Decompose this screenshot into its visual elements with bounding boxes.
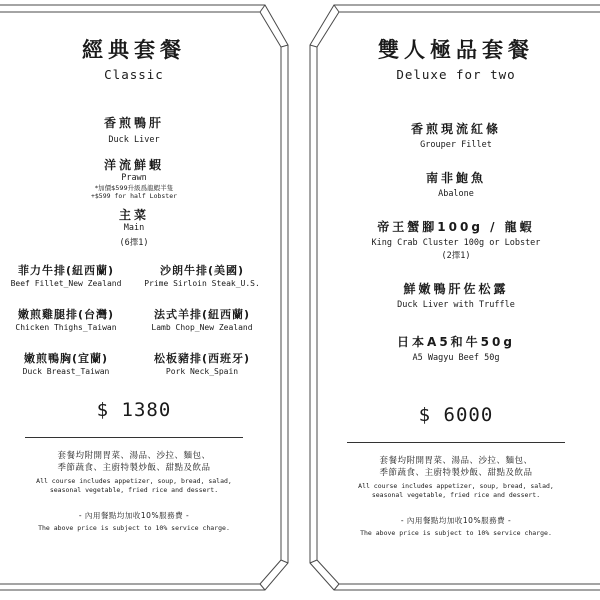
classic-main-header [0,208,268,249]
dish-name-en: Prawn [121,173,147,183]
deluxe-dish-grouper [312,122,600,151]
deluxe-includes [312,455,600,500]
main-option-en: Prime Sirloin Steak_U.S. [144,279,260,288]
includes-en-line: All course includes appetizer, soup, bread, salad, [358,482,554,490]
main-option-en: Pork Neck_Spain [165,367,239,376]
includes-zh-line: 季節蔬食、主廚特製炒飯、甜點及飲品 [379,468,533,478]
dish-name-en: Grouper Fillet [420,140,492,150]
main-option [0,263,132,289]
includes-en-line: All course includes appetizer, soup, bread, salad, [36,477,232,485]
main-option [0,307,132,333]
deluxe-dish-duck-liver [312,282,600,311]
deluxe-title-zh: 雙人極品套餐 [378,38,534,62]
dish-name-zh: 洋流鮮蝦 [103,158,164,172]
dish-name-zh: 香煎現流紅條 [410,122,501,136]
classic-service-charge [0,511,268,533]
main-option [0,351,132,377]
main-option-zh: 嫩煎雞腿排(台灣) [17,308,115,321]
main-option-en: Duck Breast_Taiwan [22,367,110,376]
dish-name-en: King Crab Cluster 100g or Lobster [371,238,541,248]
classic-dish-duck-liver [0,116,268,146]
deluxe-title-en: Deluxe for two [396,67,516,82]
upgrade-note-zh: *加價$599升級爲龍蝦半隻 [94,184,174,192]
main-option [136,263,268,289]
main-title-zh: 主菜 [118,208,149,222]
service-charge-zh: - 內用餐點均加收10%服務費 - [400,516,512,525]
main-option-zh: 菲力牛排(紐西蘭) [17,264,115,277]
deluxe-price: $ 6000 [418,404,494,426]
includes-en-line: seasonal vegetable, fried rice and dessert. [49,486,219,494]
includes-zh-line: 套餐均附開胃菜、湯品、沙拉、麵包、 [379,456,533,466]
service-charge-en: The above price is subject to 10% service charge. [38,524,230,532]
dish-name-en: Abalone [438,189,474,199]
includes-en-line: seasonal vegetable, fried rice and dessert. [371,491,541,499]
deluxe-service-charge [312,516,600,538]
dish-name-zh: 香煎鴨肝 [103,116,164,130]
classic-main-options [0,263,268,377]
dish-name-zh: 南非鮑魚 [425,171,486,185]
main-option-zh: 沙朗牛排(美國) [159,264,245,277]
deluxe-menu-card [312,0,600,538]
classic-menu-card [0,0,268,533]
deluxe-dish-wagyu [312,335,600,364]
dish-name-zh: 日本A5和牛50g [397,335,515,349]
dish-name-en: Duck Liver with Truffle [397,300,515,310]
upgrade-note-en: +$599 for half Lobster [90,192,178,200]
main-option-zh: 法式羊排(紐西蘭) [153,308,251,321]
classic-title-en: Classic [104,67,164,82]
classic-title-zh: 經典套餐 [82,38,186,62]
includes-zh-line: 季節蔬食、主廚特製炒飯、甜點及飲品 [57,463,211,473]
service-charge-en: The above price is subject to 10% service charge. [360,529,552,537]
deluxe-dish-abalone [312,171,600,200]
dish-name-en: Duck Liver [108,135,160,145]
deluxe-dish-crab-lobster [312,220,600,262]
price-divider [347,442,565,443]
classic-price: $ 1380 [96,399,172,421]
main-option-en: Chicken Thighs_Taiwan [15,323,117,332]
dish-name-en: A5 Wagyu Beef 50g [412,353,500,363]
main-option-zh: 松板豬排(西班牙) [153,352,251,365]
dish-name-zh: 帝王蟹腳100g / 龍蝦 [377,220,535,234]
dish-name-zh: 鮮嫩鴨肝佐松露 [403,282,509,296]
main-option [136,307,268,333]
main-option-en: Beef Fillet_New Zealand [10,279,122,288]
choose-note: (2擇1) [441,251,471,261]
service-charge-zh: - 內用餐點均加收10%服務費 - [78,511,190,520]
price-divider [25,437,243,438]
classic-includes [0,450,268,495]
classic-dish-prawn [0,158,268,200]
main-option-en: Lamb Chop_New Zealand [151,323,253,332]
main-option [136,351,268,377]
main-choose-note: (6擇1) [119,238,149,248]
includes-zh-line: 套餐均附開胃菜、湯品、沙拉、麵包、 [57,451,211,461]
main-title-en: Main [123,223,145,233]
main-option-zh: 嫩煎鴨胸(宜蘭) [23,352,109,365]
